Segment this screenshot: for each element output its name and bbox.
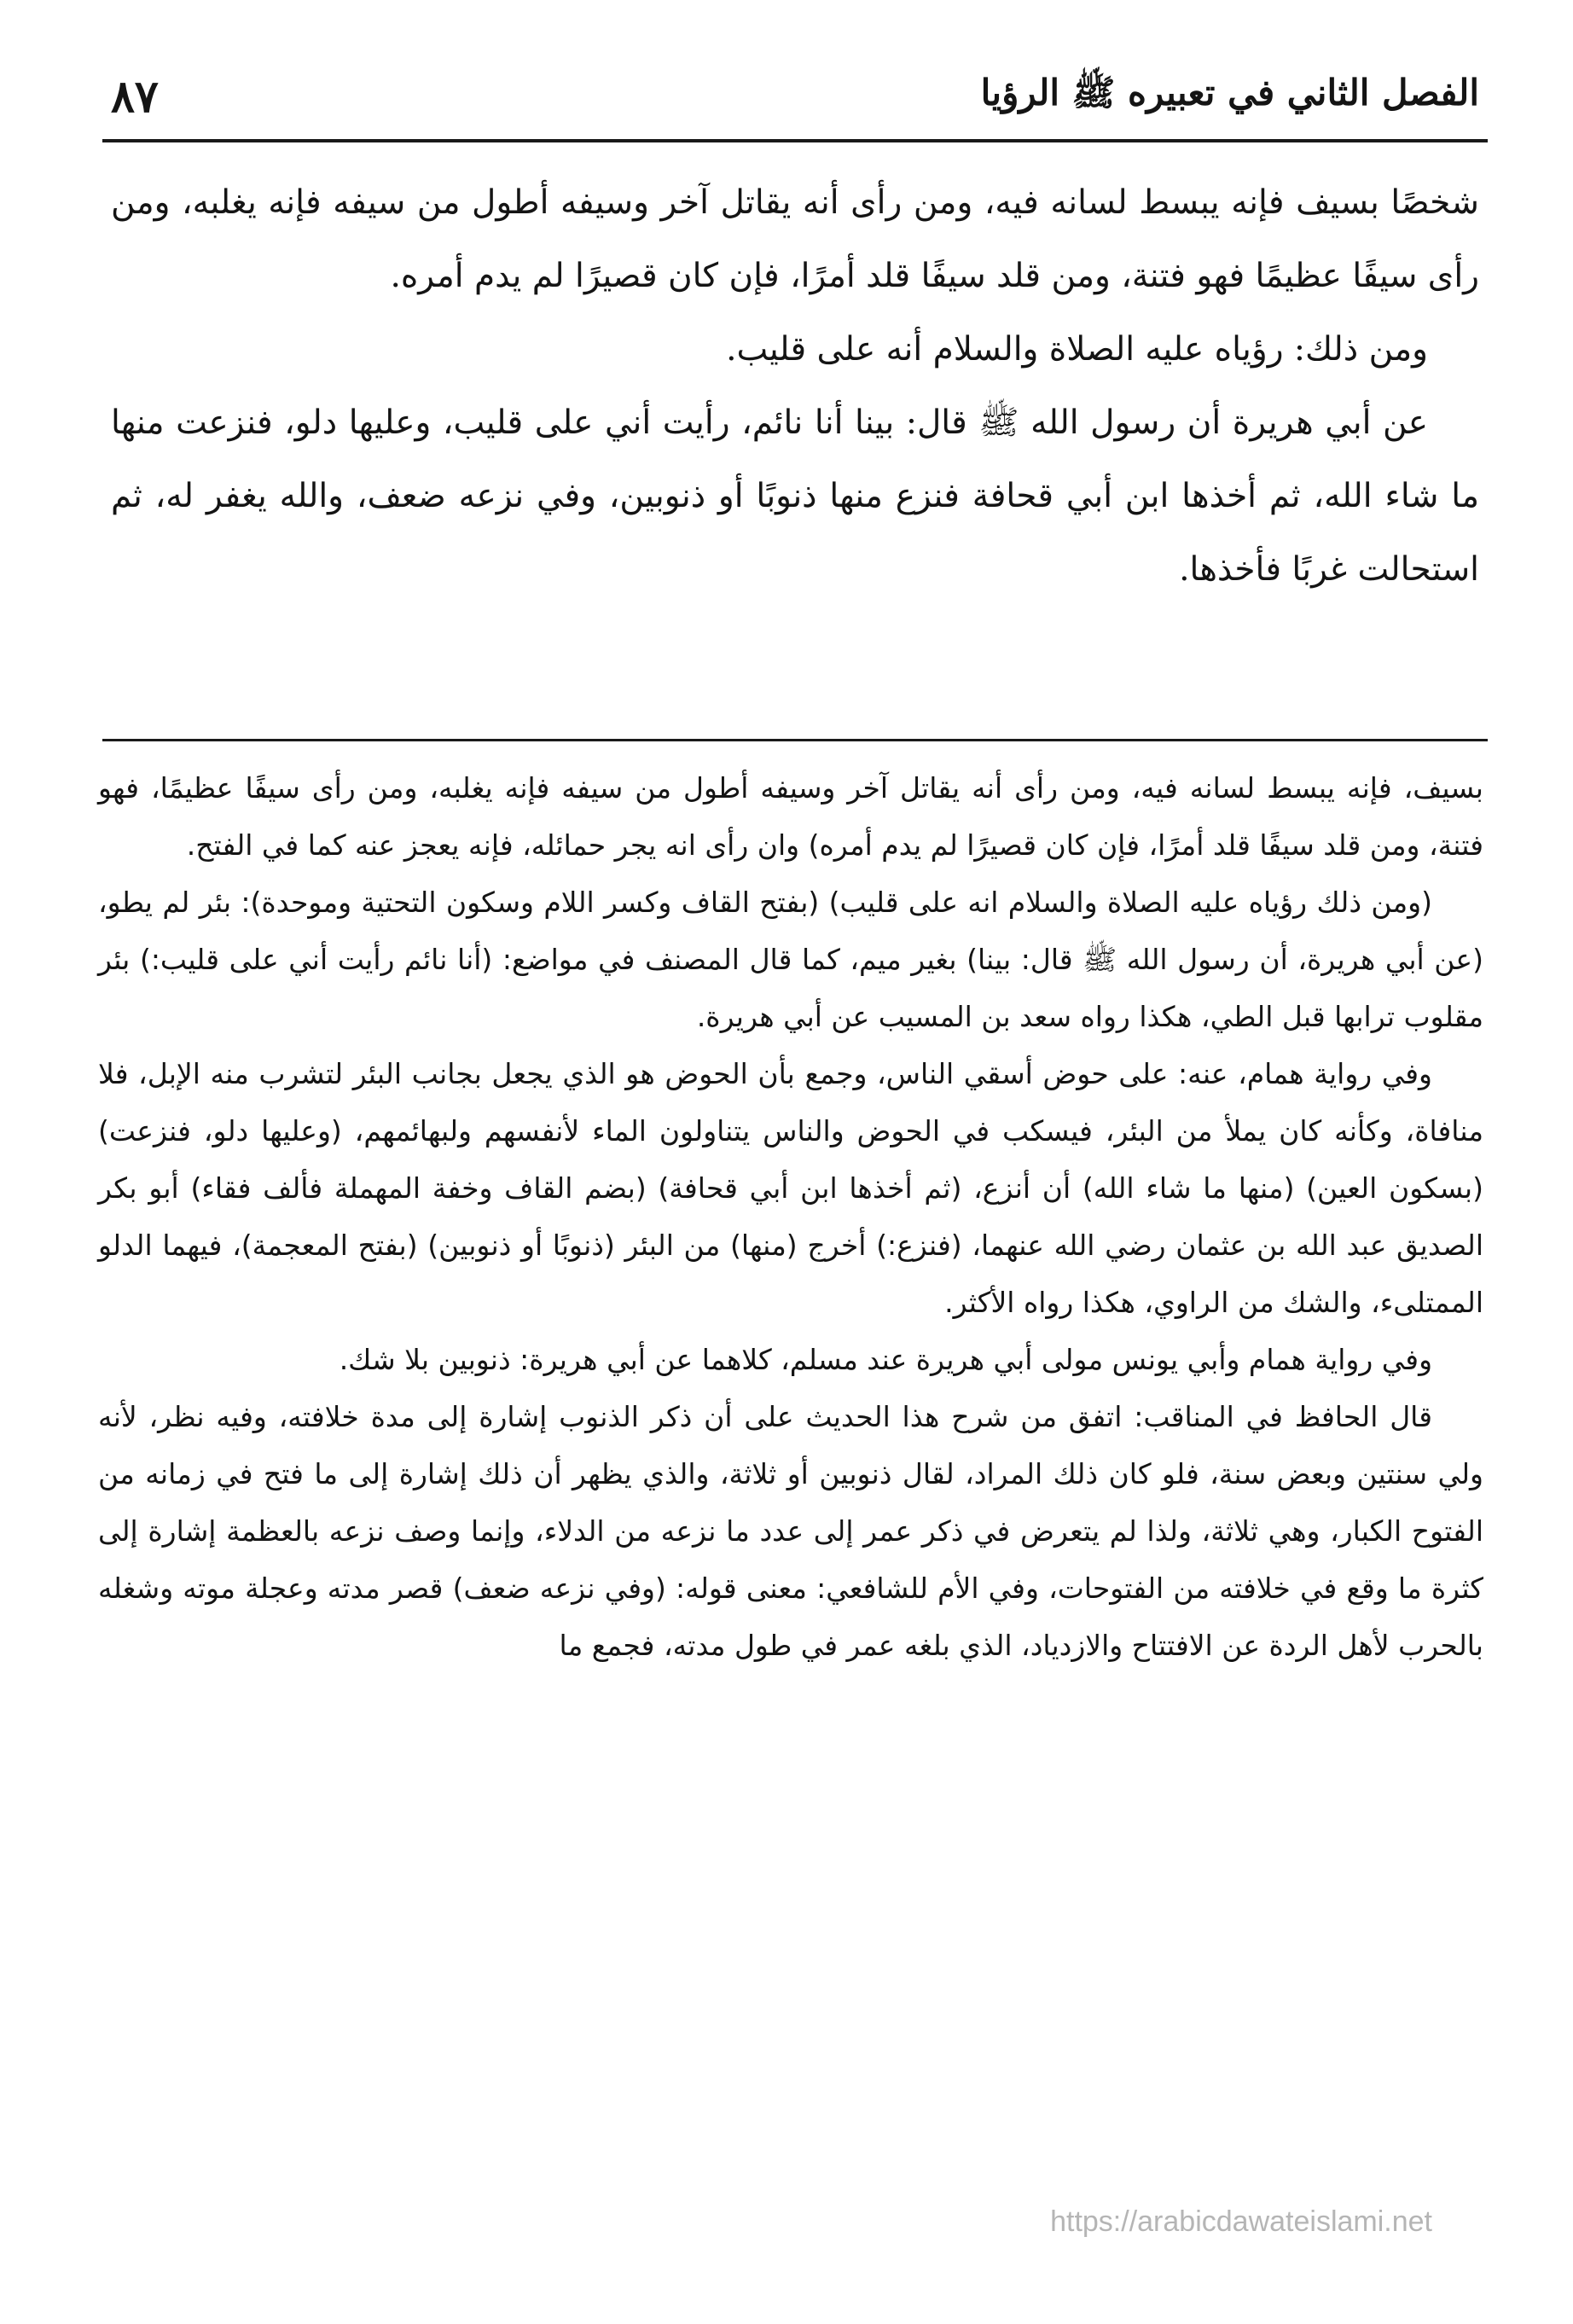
- page-number: ٨٧: [111, 70, 159, 123]
- running-title: الفصل الثاني في تعبيره ﷺ الرؤيا: [980, 71, 1479, 113]
- page-header: [111, 60, 1479, 133]
- commentary-paragraph: وفي رواية همام، عنه: على حوض أسقي الناس، وجمع بأن الحوض هو الذي يجعل بجانب البئر لتشرب منه الإبل، فلا منافاة، وكأنه كان يملأ من البئر، فيسكب في الحوض والناس يتناولون الماء لأنفسهم ولبهائمهم، (وعليها دلو، فنزعت) (بسكون العين) (منها ما شاء الله) أن أنزع، (ثم أخذها ابن أبي قحافة) (بضم القاف وخفة المهملة فألف فقاء) أبو بكر الصديق عبد الله بن عثمان رضي الله عنهما، (فنزع:) أخرج (منها) من البئر (ذنوبًا أو ذنوبين) (بفتح المعجمة)، فيهما الدلو الممتلىء، والشك من الراوي، هكذا رواه الأكثر.: [98, 1057, 1483, 1319]
- main-paragraph: ومن ذلك: رؤياه عليه الصلاة والسلام أنه على قليب.: [726, 330, 1428, 369]
- header-rule: [102, 139, 1488, 142]
- watermark-url: https://arabicdawateislami.net: [1050, 2205, 1432, 2238]
- main-paragraph: شخصًا بسيف فإنه يبسط لسانه فيه، ومن رأى أنه يقاتل آخر وسيفه أطول من سيفه فإنه يغلبه، ومن رأى سيفًا عظيمًا فهو فتنة، ومن قلد سيفًا قلد أمرًا، فإن كان قصيرًا لم يدم أمره.: [111, 183, 1479, 295]
- commentary-paragraph: بسيف، فإنه يبسط لسانه فيه، ومن رأى أنه يقاتل آخر وسيفه أطول من سيفه فإنه يغلبه، ومن رأى سيفًا عظيمًا، فهو فتنة، ومن قلد سيفًا قلد أمرًا، فإن كان قصيرًا لم يدم أمره) وان رأى انه يجر حمائله، فإنه يعجز عنه كما في الفتح.: [98, 771, 1483, 862]
- main-paragraph: عن أبي هريرة أن رسول الله ﷺ قال: بينا أنا نائم، رأيت أني على قليب، وعليها دلو، فنزعت منها ما شاء الله، ثم أخذها ابن أبي قحافة فنزع منها ذنوبًا أو ذنوبين، وفي نزعه ضعف، والله يغفر له، ثم استحالت غربًا فأخذها.: [111, 404, 1479, 589]
- commentary-paragraph: قال الحافظ في المناقب: اتفق من شرح هذا الحديث على أن ذكر الذنوب إشارة إلى مدة خلافته، وفيه نظر، لأنه ولي سنتين وبعض سنة، فلو كان ذلك المراد، لقال ذنوبين أو ثلاثة، والذي يظهر أن ذلك إشارة إلى ما فتح في زمانه من الفتوح الكبار، وهي ثلاثة، ولذا لم يتعرض في ذكر عمر إلى عدد ما نزعه من الدلاء، وإنما وصف نزعه بالعظمة إشارة إلى كثرة ما وقع في خلافته من الفتوحات، وفي الأم للشافعي: معنى قوله: (وفي نزعه ضعف) قصر مدته وعجلة موته وشغله بالحرب لأهل الردة عن الافتتاح والازدياد، الذي بلغه عمر في طول مدته، فجمع ما: [98, 1400, 1483, 1662]
- footnote-rule: [102, 739, 1488, 741]
- commentary-section: [98, 759, 1483, 1674]
- main-text: [111, 166, 1479, 607]
- commentary-paragraph: (ومن ذلك رؤياه عليه الصلاة والسلام انه على قليب) (بفتح القاف وكسر اللام وسكون التحتية وموحدة): بئر لم يطو، (عن أبي هريرة، أن رسول الله ﷺ قال: بينا) بغير ميم، كما قال المصنف في مواضع: (أنا نائم رأيت أني على قليب:) بئر مقلوب ترابها قبل الطي، هكذا رواه سعد بن المسيب عن أبي هريرة.: [98, 886, 1483, 1033]
- commentary-paragraph: وفي رواية همام وأبي يونس مولى أبي هريرة عند مسلم، كلاهما عن أبي هريرة: ذنوبين بلا شك.: [339, 1343, 1432, 1376]
